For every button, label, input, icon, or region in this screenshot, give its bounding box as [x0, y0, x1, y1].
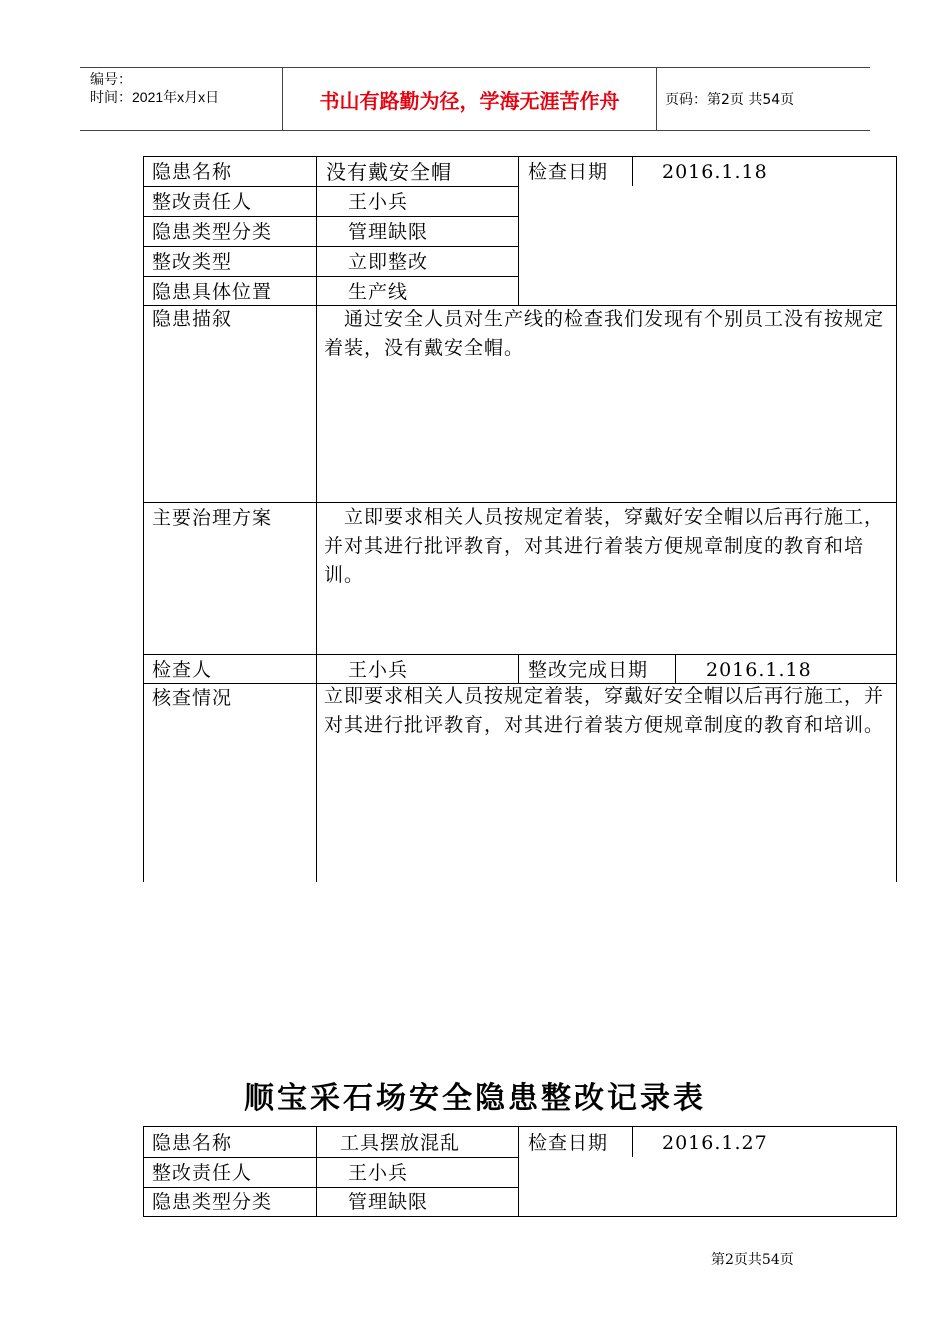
verification-label: 核查情况	[152, 687, 233, 709]
section-title: 顺宝采石场安全隐患整改记录表	[244, 1081, 706, 1116]
inspector-value: 王小兵	[348, 659, 409, 681]
category-label-2: 隐患类型分类	[152, 1191, 273, 1213]
responsible-value-2: 王小兵	[348, 1162, 409, 1184]
check-date-label: 检查日期	[528, 161, 609, 183]
description-label: 隐患描叙	[152, 308, 233, 330]
rectify-type-label: 整改类型	[152, 251, 233, 273]
category-value-2: 管理缺限	[348, 1191, 429, 1213]
completion-date-label: 整改完成日期	[528, 659, 649, 681]
check-date-value-2: 2016.1.27	[662, 1132, 768, 1154]
plan-value: 立即要求相关人员按规定着装，穿戴好安全帽以后再行施工，并对其进行批评教育，对其进行着装方便规章制度的教育和培训。	[324, 506, 885, 586]
time-label: 时间：2021年x月x日	[90, 89, 220, 105]
hazard-name-label: 隐患名称	[152, 161, 233, 183]
header-meta	[80, 68, 282, 130]
header-page-info: 页码：第2页 共54页	[665, 92, 795, 108]
header-motto: 书山有路勤为径，学海无涯苦作舟	[282, 68, 657, 130]
rectify-type-value: 立即整改	[348, 251, 429, 273]
check-date-value: 2016.1.18	[662, 161, 768, 183]
location-label: 隐患具体位置	[152, 281, 273, 303]
category-label: 隐患类型分类	[152, 221, 273, 243]
description-value: 通过安全人员对生产线的检查我们发现有个别员工没有按规定着装，没有戴安全帽。	[324, 308, 885, 359]
plan-label: 主要治理方案	[152, 507, 273, 529]
hazard-name-value-2: 工具摆放混乱	[340, 1132, 461, 1154]
responsible-label-2: 整改责任人	[152, 1162, 253, 1184]
page-footer: 第2页共54页	[711, 1252, 794, 1268]
inspector-label: 检查人	[152, 659, 213, 681]
location-value: 生产线	[348, 281, 409, 303]
check-date-label-2: 检查日期	[528, 1132, 609, 1154]
category-value: 管理缺限	[348, 221, 429, 243]
responsible-label: 整改责任人	[152, 191, 253, 213]
verification-value: 立即要求相关人员按规定着装，穿戴好安全帽以后再行施工，并对其进行批评教育，对其进行着装方便规章制度的教育和培训。	[324, 685, 885, 736]
serial-label: 编号：	[90, 71, 132, 87]
hazard-name-value: 没有戴安全帽	[326, 160, 452, 184]
completion-date-value: 2016.1.18	[706, 659, 812, 681]
hazard-name-label-2: 隐患名称	[152, 1132, 233, 1154]
page-header	[80, 67, 870, 131]
responsible-value: 王小兵	[348, 191, 409, 213]
